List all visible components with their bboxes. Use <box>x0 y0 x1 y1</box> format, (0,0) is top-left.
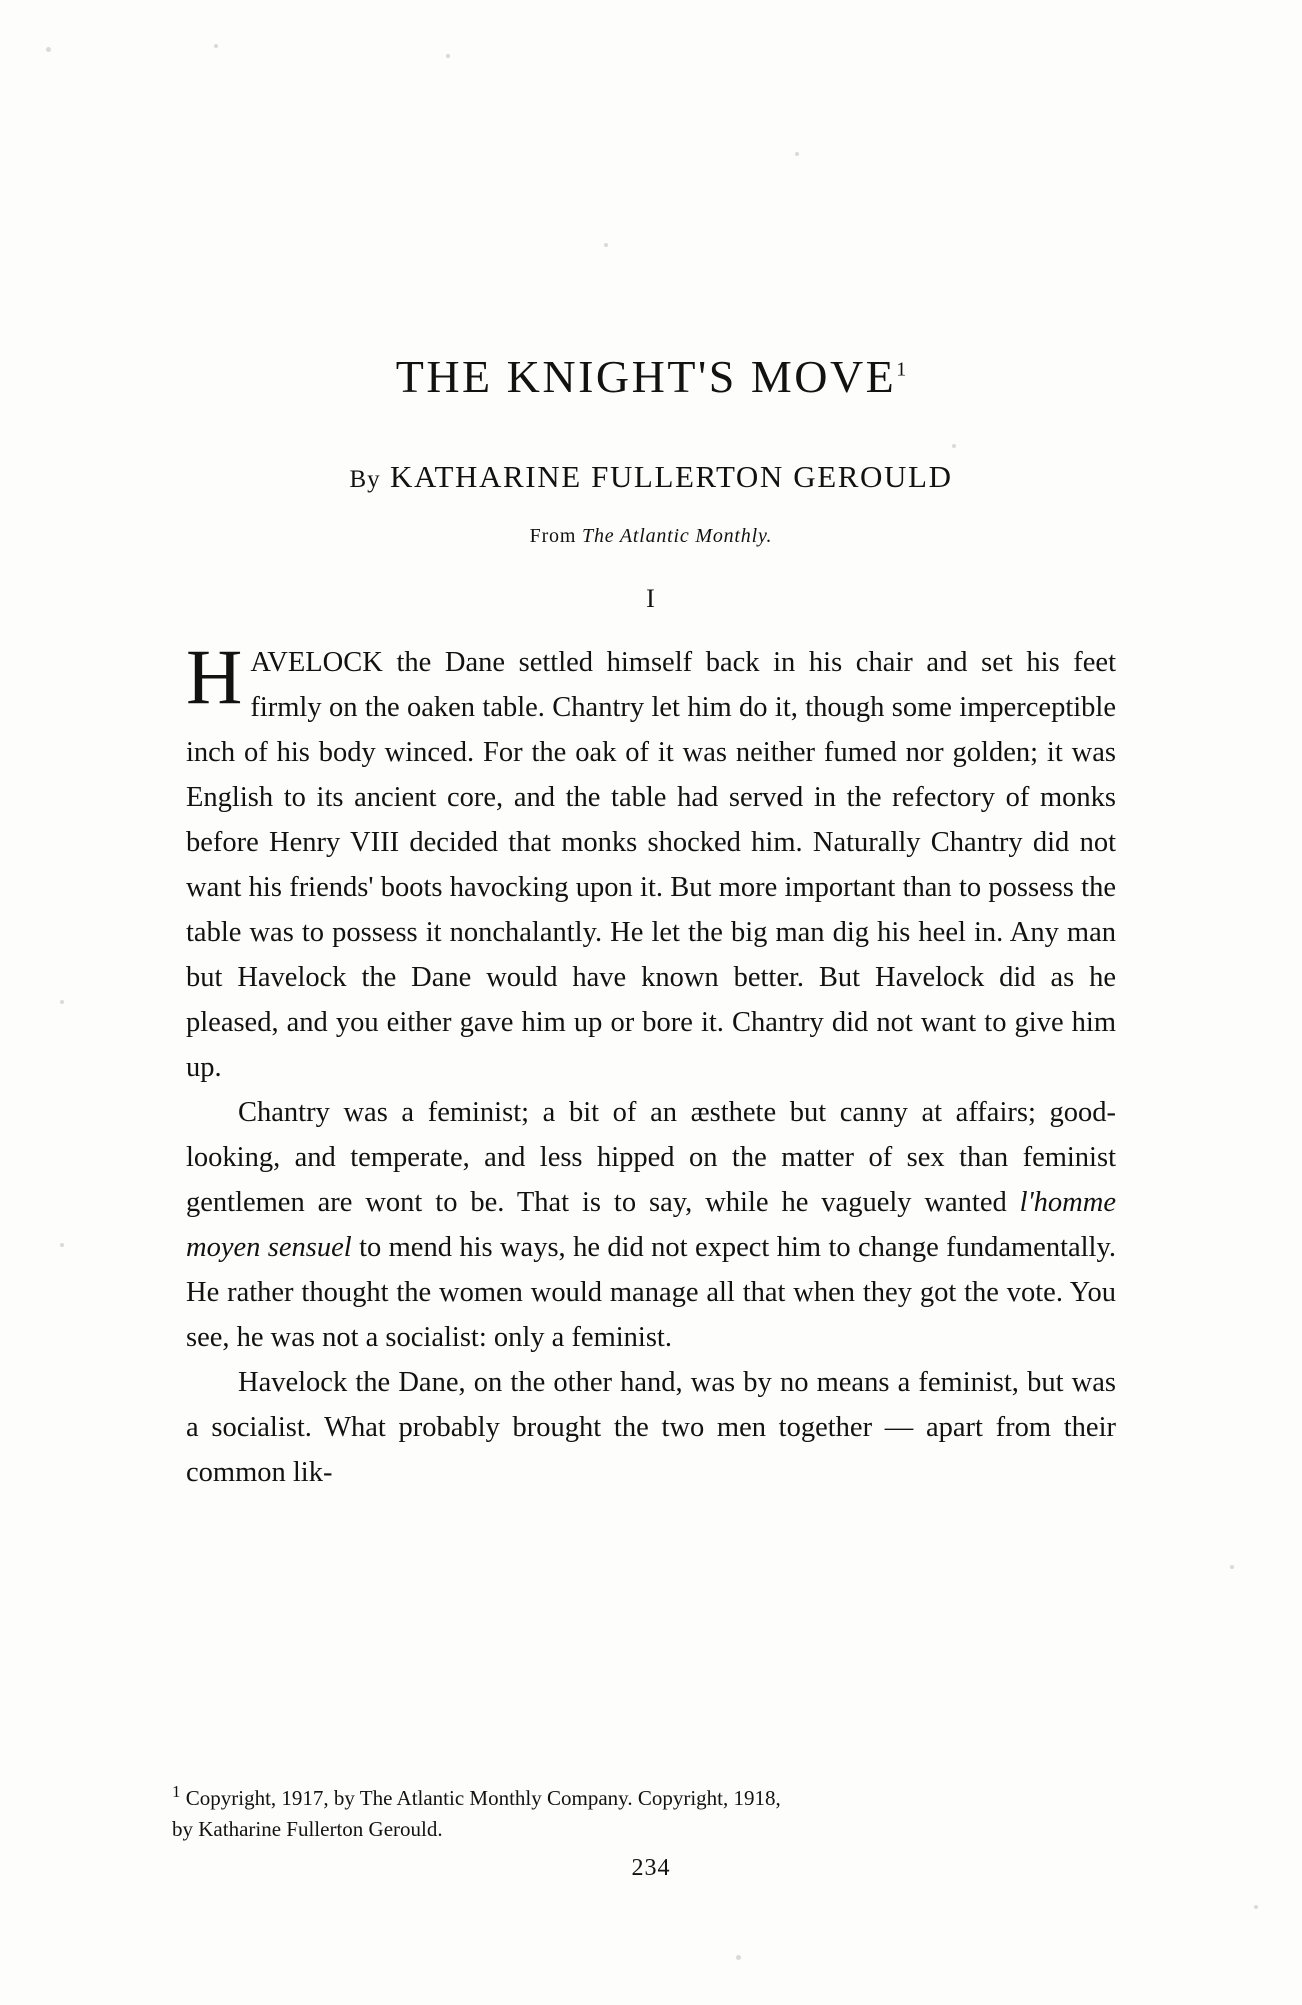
article-text <box>186 633 1116 1495</box>
article-title-text: THE KNIGHT'S MOVE <box>395 351 897 402</box>
byline-author: KATHARINE FULLERTON GEROULD <box>389 459 953 494</box>
source-publication: The Atlantic Monthly. <box>582 525 773 547</box>
page-number: 234 <box>631 1855 671 1881</box>
title-footnote-marker: 1 <box>896 358 907 381</box>
article-title <box>186 350 1116 403</box>
paragraph-2 <box>186 1090 1116 1360</box>
paragraph-3 <box>186 1360 1116 1495</box>
footnote-marker: 1 <box>172 1782 181 1801</box>
paragraph-2-text-part1: Chantry was a feminist; a bit of an æsthete but canny at affairs; good-looking, and temperate, and less hipped on the matter of sex than feminist gentlemen are wont to be. That is to say, while he vaguely wanted <box>186 1097 1116 1218</box>
article-body-column <box>186 350 1116 1495</box>
footnote-line-1: Copyright, 1917, by The Atlantic Monthly Company. Copyright, 1918, <box>185 1786 781 1810</box>
source-prefix: From <box>529 525 577 547</box>
byline-prefix: By <box>349 466 381 493</box>
paragraph-2-text-part2: to mend his ways, he did not expect him to change fundamentally. He rather thought the women would manage all that when they got the vote. You see, he was not a socialist: only a feminist. <box>186 1232 1116 1353</box>
drop-cap: H <box>186 633 243 720</box>
paragraph-1-text: AVELOCK the Dane settled himself back in his chair and set his feet firmly on the oaken table. Chantry let him do it, though some imperceptible inch of his body winced. For the oak of it was neither fumed nor golden; it was English to its ancient core, and the table had served in the refectory of monks before Henry VIII decided that monks shocked him. Naturally Chantry did not want his friends' boots havocking upon it. But more important than to possess the table was to possess it nonchalantly. He let the big man dig his heel in. Any man but Havelock the Dane would have known better. But Havelock did as he pleased, and you either gave him up or bore it. Chantry did not want to give him up. <box>186 647 1116 1083</box>
paragraph-1 <box>186 633 1116 1090</box>
paragraph-3-text: Havelock the Dane, on the other hand, was by no means a feminist, but was a socialist. What probably brought the two men together — apart from their common lik- <box>186 1367 1116 1488</box>
article-source <box>186 525 1116 548</box>
footnote <box>172 1776 1132 1845</box>
paragraph-2-italic-phrase: l'homme moyen sensuel <box>186 1187 1116 1263</box>
section-number: I <box>646 584 656 613</box>
article-byline <box>186 459 1116 495</box>
footnote-line-2: by Katharine Fullerton Gerould. <box>172 1817 443 1841</box>
